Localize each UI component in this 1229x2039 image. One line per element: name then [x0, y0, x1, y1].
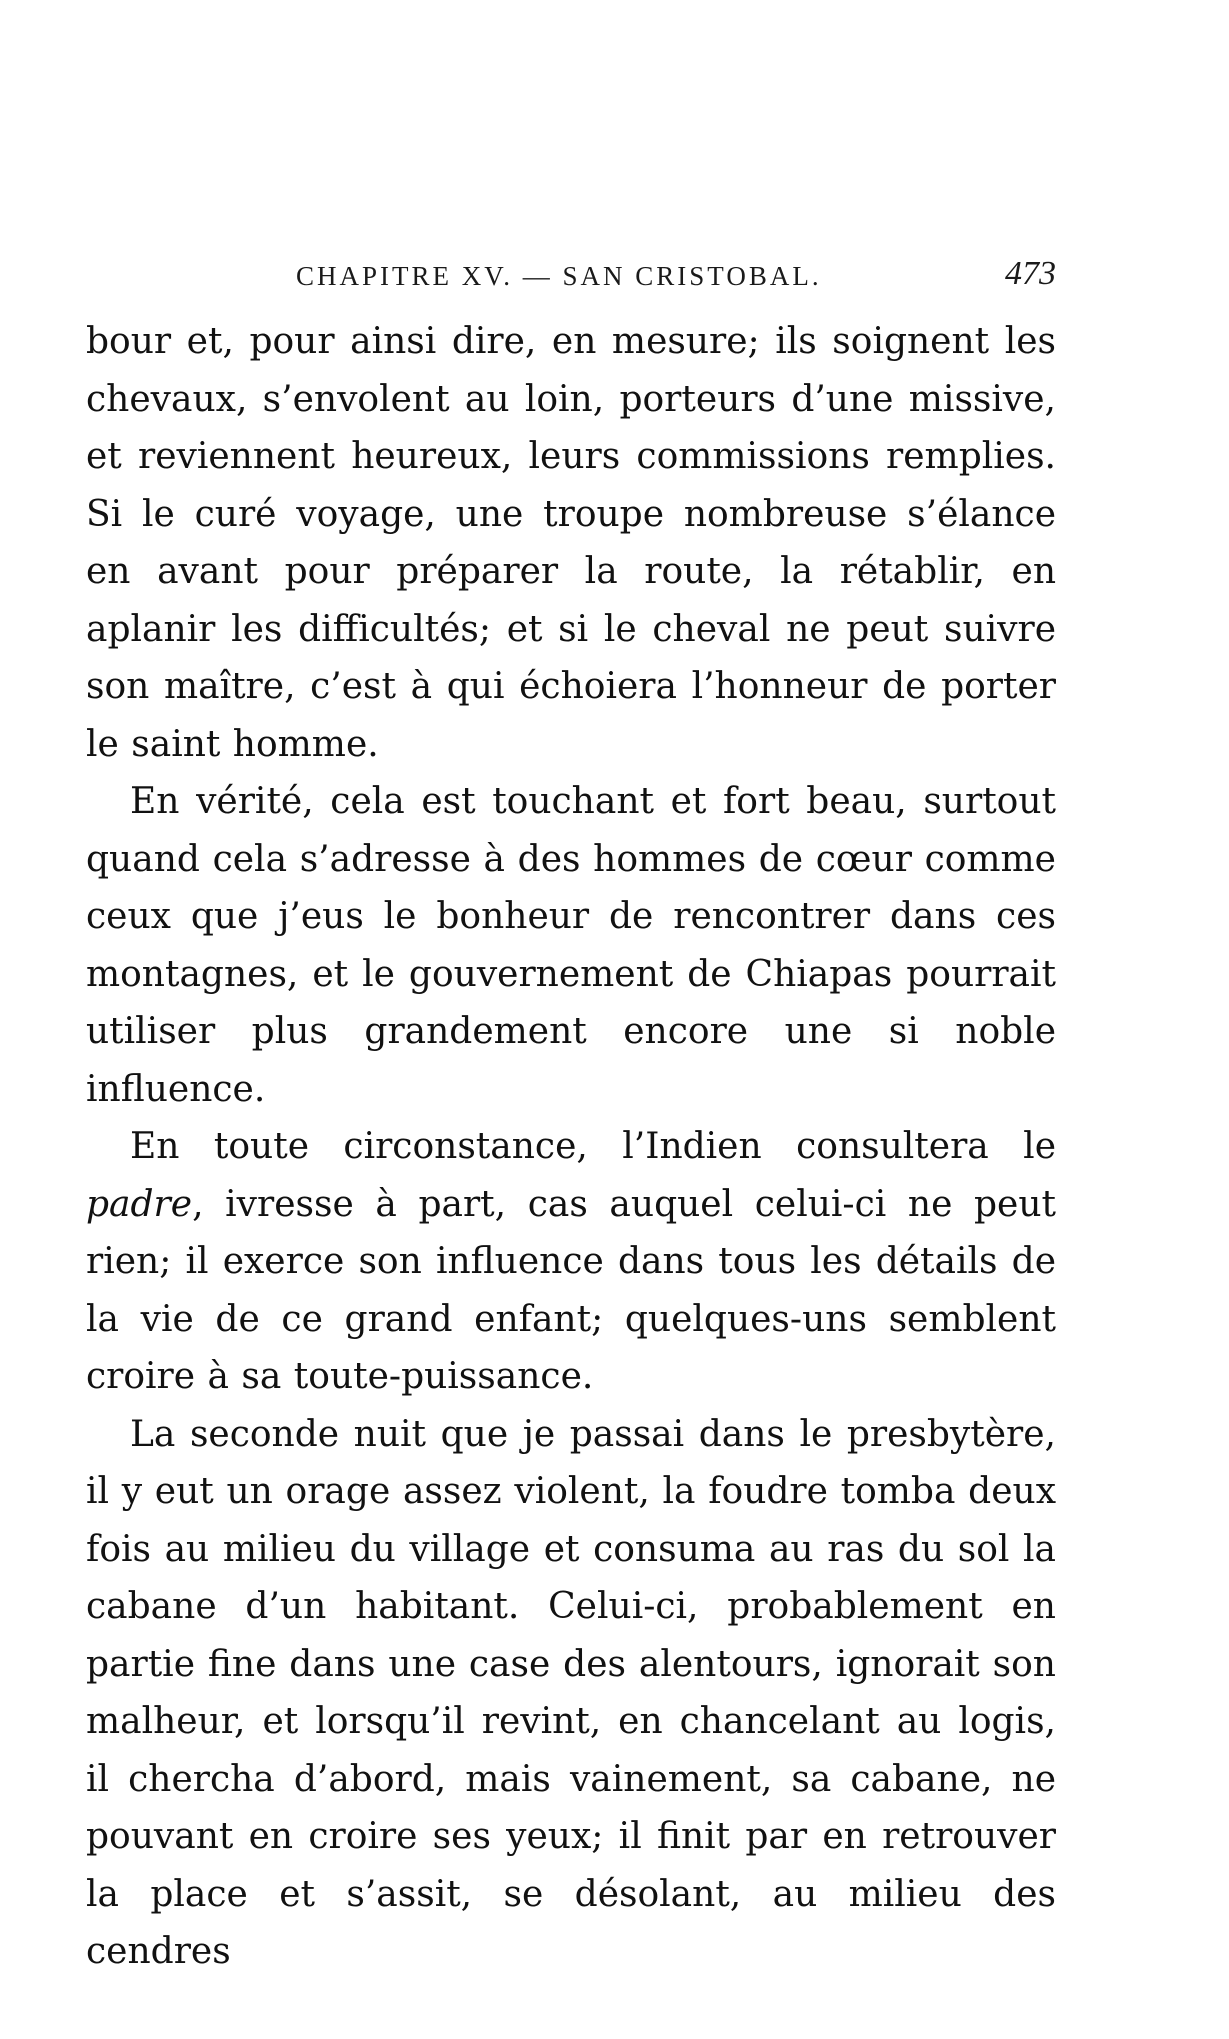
running-title: CHAPITRE XV. — SAN CRISTOBAL. [296, 261, 822, 291]
book-page [86, 255, 1056, 1981]
paragraph-text: , ivresse à part, cas auquel celui-ci ne peut rien; il exerce son influence dans tous les détails de la vie de ce grand enfant; quelques-uns semblent croire à sa toute-puissance. [86, 1183, 1056, 1397]
paragraph-text: En toute circonstance, l’Indien consultera le [130, 1126, 1056, 1167]
body-text [86, 313, 1056, 1981]
page-number: 473 [1005, 255, 1056, 292]
paragraph-continued: bour et, pour ainsi dire, en mesure; ils soignent les chevaux, s’envolent au loin, porteurs d’une missive, et reviennent heureux, leurs commissions remplies. Si le curé voyage, une troupe nombreuse s’élance en avant pour préparer la route, la rétablir, en aplanir les difficultés; et si le cheval ne peut suivre son maître, c’est à qui échoiera l’honneur de porter le saint homme. [86, 321, 1056, 765]
paragraph-padre [86, 1118, 1056, 1406]
paragraph: En vérité, cela est touchant et fort beau, surtout quand cela s’adresse à des hommes de cœur comme ceux que j’eus le bonheur de rencontrer dans ces montagnes, et le gouvernement de Chiapas pourrait utiliser plus grandement encore une si noble influence. [86, 781, 1056, 1110]
paragraph: La seconde nuit que je passai dans le presbytère, il y eut un orage assez violent, la foudre tomba deux fois au milieu du village et consuma au ras du sol la cabane d’un habitant. Celui-ci, probablement en partie fine dans une case des alentours, ignorait son malheur, et lorsqu’il revint, en chancelant au logis, il chercha d’abord, mais vainement, sa cabane, ne pouvant en croire ses yeux; il finit par en retrouver la place et s’assit, se désolant, au milieu des cendres [86, 1413, 1056, 1972]
running-head [86, 255, 1056, 305]
italic-word-padre: padre [86, 1183, 193, 1225]
